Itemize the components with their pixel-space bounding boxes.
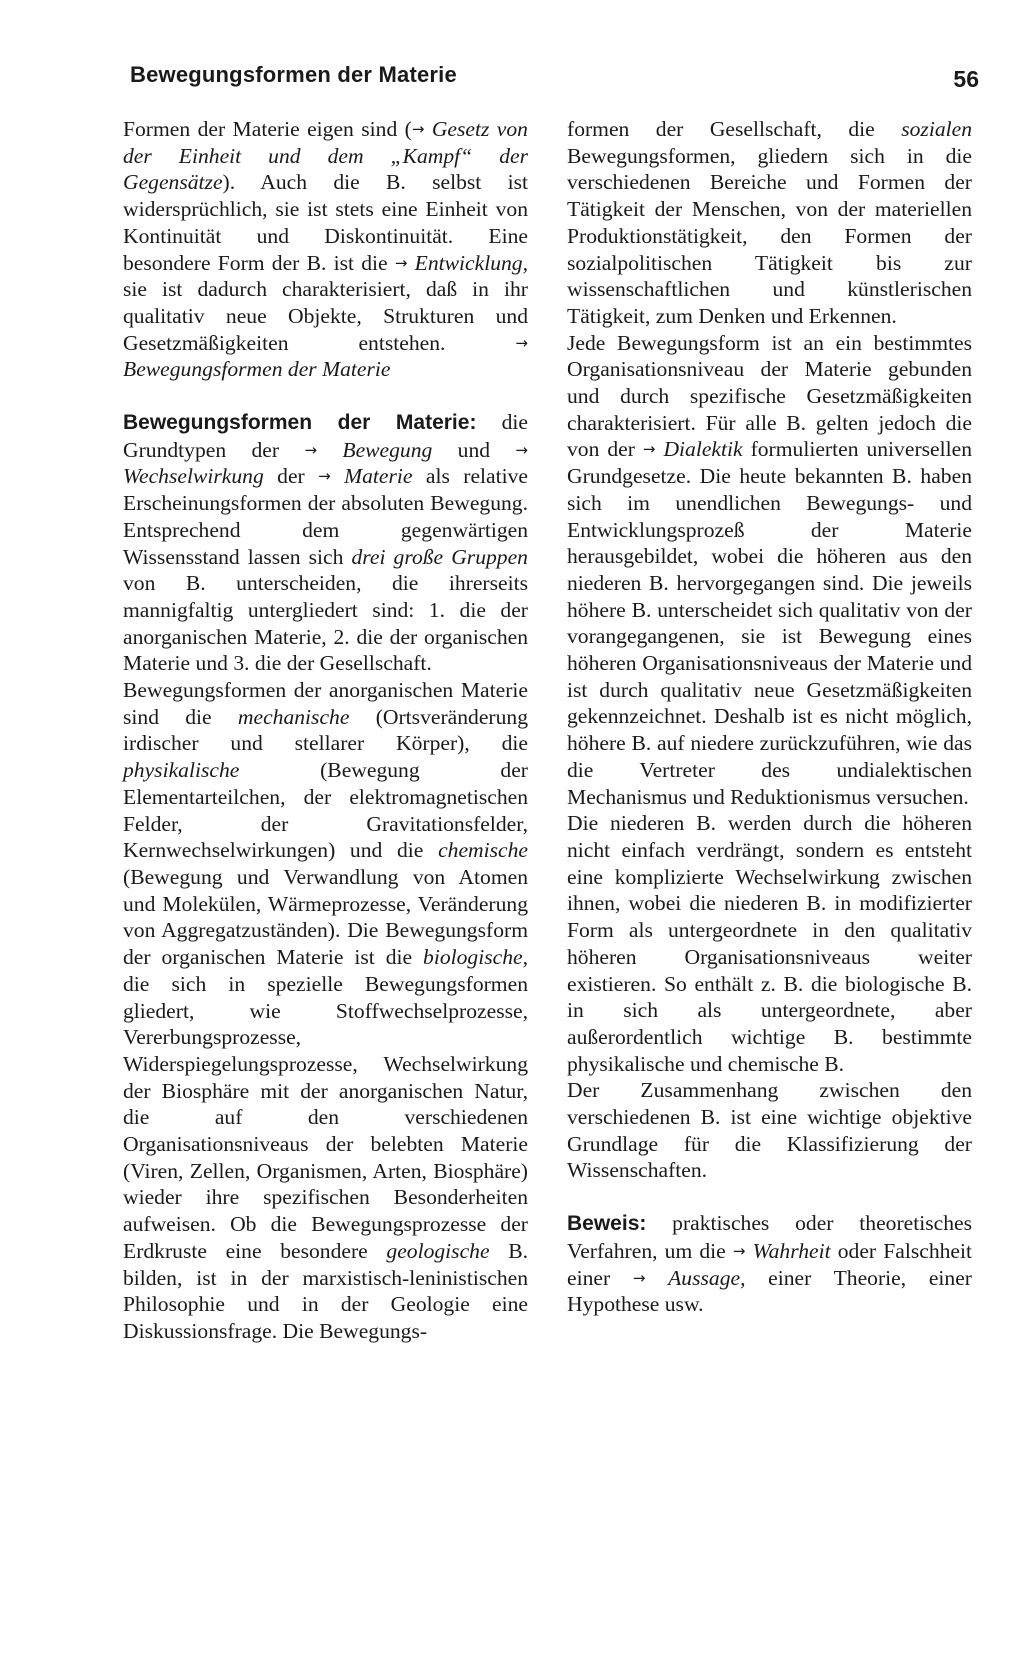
emphasis: geologische — [386, 1238, 490, 1263]
text-fragment: die Grundtypen der — [123, 410, 528, 462]
text-fragment: oder Falschheit einer — [567, 1238, 972, 1290]
entry-lemma: Beweis: — [567, 1212, 647, 1236]
cross-reference: Entwicklung, — [414, 250, 528, 275]
text-fragment: Formen der Materie eigen sind ( — [123, 117, 412, 141]
cross-reference: Wahrheit — [752, 1238, 831, 1263]
text-fragment: die sich in spezielle Bewegungsformen gliedert, wie Stoffwechselprozesse, Vererbungsprozesse, Widerspiegelungsprozesse, Wechselwirkung der Biosphäre mit der anorganischen Natur, die auf den verschiedenen Organisationsniveaus der belebten Materie (Viren, Zellen, Organismen, Arten, Biosphäre) wieder ihre spezifischen Besonderheiten aufweisen. Ob die Bewegungsprozesse der Erdkruste eine besondere — [123, 971, 528, 1263]
dictionary-entry — [123, 409, 528, 677]
emphasis: physikalische — [123, 758, 240, 783]
text-fragment: (Bewegung und Verwandlung von Atomen und Molekülen, Wärmeprozesse, Veränderung von Aggregatzuständen). Die Bewegungsform der organischen Materie ist die — [123, 864, 528, 970]
text-fragment: als relative Erscheinungsformen der absoluten Bewegung. Entsprechend dem gegenwärtigen Wissensstand lassen sich — [123, 464, 528, 569]
cross-reference: Bewegungsformen der Materie — [123, 357, 391, 382]
cross-reference: Materie — [344, 464, 413, 489]
cross-reference: Aussage, — [668, 1265, 746, 1290]
running-head: Bewegungsformen der Materie — [130, 62, 457, 87]
cross-reference: Gesetz von der Einheit und dem „Kampf“ der Gegensätze — [123, 117, 528, 195]
cross-reference: Dialektik — [663, 437, 743, 462]
text-fragment: praktisches oder theoretisches Verfahren, um die — [567, 1211, 972, 1263]
right-column — [567, 116, 972, 1318]
emphasis: mechanische — [237, 704, 350, 729]
arrow-icon: → — [642, 440, 656, 459]
text-fragment: von B. unterscheiden, die ihrerseits mannigfaltig untergliedert sind: 1. die der anorganischen Materie, 2. die der organischen Materie und 3. die der Gesellschaft. — [123, 571, 528, 676]
dictionary-entry — [567, 1210, 972, 1318]
text-fragment: (Bewegung der Elementarteilchen, der elektromagnetischen Felder, der Gravitationsfelder, Kernwechselwirkungen) und die — [123, 758, 528, 863]
arrow-icon: → — [411, 120, 425, 138]
arrow-icon: → — [515, 440, 528, 459]
paragraph — [123, 677, 528, 1345]
paragraph: Der Zusammenhang zwischen den verschiedenen B. ist eine wichtige objektive Grundlage für die Klassifizierung der Wissenschaften. — [567, 1078, 972, 1183]
text-fragment: formen der Gesellschaft, die — [567, 117, 902, 141]
arrow-icon: → — [515, 333, 528, 352]
cross-reference: Bewegung — [342, 437, 433, 462]
left-column — [123, 116, 528, 1345]
text-fragment: Bewegungsformen, gliedern sich in die verschiedenen Bereiche und Formen der Tätigkeit der Menschen, von der materiellen Produktionstätigkeit, den Formen der sozialpolitischen Tätigkeit bis zur wissenschaftlichen und künstlerischen Tätigkeit, zum Denken und Erkennen. — [567, 143, 972, 328]
arrow-icon: → — [632, 1268, 646, 1287]
paragraph: Die niederen B. werden durch die höheren nicht einfach verdrängt, sondern es entsteht eine komplizierte Wechselwirkung zwischen ihnen, wobei die niederen B. in modifizierter Form als untergeordnete in den qualitativ höheren Organisationsniveaus weiter existieren. So enthält z. B. die biologische B. in sich als untergeordnete, aber außerordentlich wichtige B. bestimmte physikalische und chemische B. — [567, 811, 972, 1076]
paragraph — [567, 116, 972, 330]
text-fragment: Bewegungsformen der anorganischen Materie sind die — [123, 678, 528, 729]
entry-lemma: Bewegungsformen der Materie: — [123, 411, 477, 435]
text-fragment: einer Theorie, einer Hypothese usw. — [567, 1265, 972, 1317]
text-fragment: (Ortsveränderung irdischer und stellarer Körper), die — [123, 704, 528, 756]
arrow-icon: → — [394, 253, 408, 272]
text-fragment: ). Auch die B. selbst ist widersprüchlich, sie ist stets eine Einheit von Kontinuität und Diskontinuität. Eine besondere Form der B. ist die — [123, 170, 528, 275]
arrow-icon: → — [304, 440, 318, 459]
page-number: 56 — [953, 66, 979, 92]
text-fragment: B. bilden, ist in der marxistisch-leninistischen Philosophie und in der Geologie eine Diskussionsfrage. Die Bewegungs- — [123, 1238, 528, 1343]
text-fragment: und — [432, 437, 516, 462]
text-fragment: formulierten universellen Grundgesetze. Die heute bekannten B. haben sich im unendlichen Bewegungs- und Entwicklungsprozeß der Materie herausgebildet, wobei die höheren aus den niederen B. hervorgegangen sind. Die jeweils höhere B. unterscheidet sich qualitativ von der vorangegangenen, sie ist Bewegung eines höheren Organisationsniveaus der Materie und ist durch qualitativ neue Gesetzmäßigkeiten gekennzeichnet. Deshalb ist es nicht möglich, höhere B. auf niedere zurückzuführen, wie das die Vertreter des undialektischen Mechanismus und Reduktionismus versuchen. — [567, 437, 972, 809]
emphasis: chemische — [438, 838, 528, 863]
arrow-icon: → — [318, 467, 331, 486]
emphasis: sozialen — [901, 117, 972, 141]
paragraph — [567, 330, 972, 811]
text-fragment: Jede Bewegungsform ist an ein bestimmtes Organisationsniveau der Materie gebunden und durch spezifische Gesetzmäßigkeiten charakterisiert. Für alle B. gelten jedoch die von der — [567, 330, 972, 462]
emphasis: biologische, — [423, 945, 528, 970]
text-fragment: sie ist dadurch charakterisiert, daß in ihr qualitativ neue Objekte, Strukturen und Gesetzmäßigkeiten entstehen. — [123, 277, 528, 355]
text-fragment: der — [263, 464, 319, 489]
paragraph-continuation — [123, 116, 528, 383]
cross-reference: Wechselwirkung — [123, 464, 264, 489]
emphasis: drei große Gruppen — [351, 544, 528, 569]
arrow-icon: → — [732, 1241, 746, 1260]
